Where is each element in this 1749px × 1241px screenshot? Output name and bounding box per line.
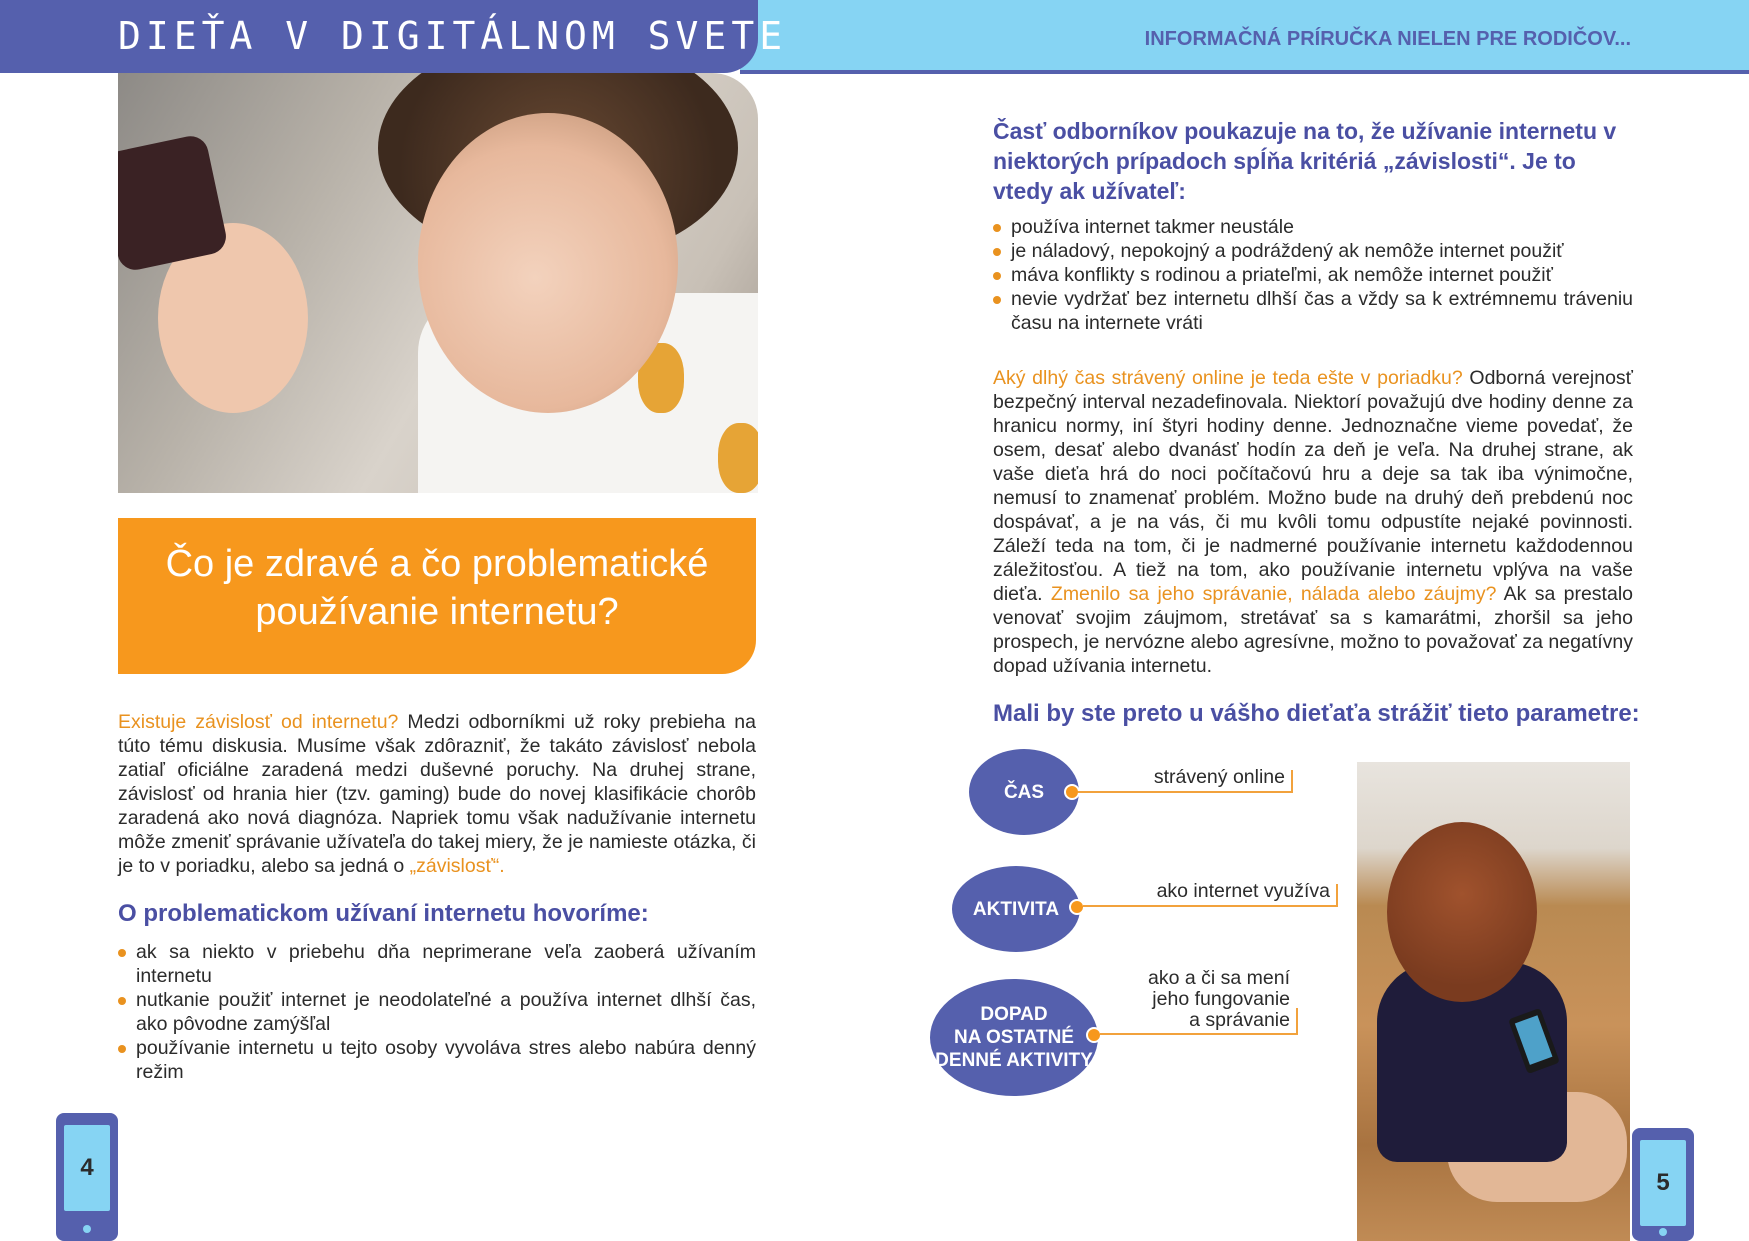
- param-impact-desc-line: a správanie: [1189, 1009, 1290, 1031]
- left-subheading: O problematickom užívaní internetu hovoríme:: [118, 900, 649, 927]
- param-impact-ellipse: [930, 979, 1098, 1096]
- parameters-heading: Mali by ste preto u vášho dieťaťa strážiť tieto parametre:: [993, 700, 1640, 727]
- list-item: máva konflikty s rodinou a priateľmi, ak nemôže internet použiť: [993, 263, 1633, 287]
- list-item: je náladový, nepokojný a podráždený ak nemôže internet použiť: [993, 239, 1633, 263]
- right-bullet-list: [993, 215, 1633, 335]
- left-bullet-list: [118, 940, 756, 1084]
- right-para-lead: Aký dlhý čas strávený online je teda ešte v poriadku?: [993, 367, 1463, 389]
- right-paragraph: [993, 366, 1633, 678]
- phone-button-shape: [83, 1225, 91, 1233]
- photo-head-shape: [1387, 822, 1537, 1002]
- page-number-left: [56, 1113, 118, 1241]
- photo-pattern-spot: [718, 423, 758, 493]
- param-activity-label: AKTIVITA: [972, 898, 1060, 920]
- param-impact-desc-line: jeho fungovanie: [1152, 988, 1290, 1010]
- page-number-right: [1632, 1128, 1694, 1241]
- param-impact-label-line: NA OSTATNÉ: [954, 1027, 1074, 1048]
- param-impact-desc: [1100, 968, 1290, 1031]
- girl-sitting-floor-photo: [1357, 762, 1630, 1241]
- connector-line: [1296, 1008, 1298, 1035]
- page-number-label: 5: [1656, 1169, 1670, 1196]
- connector-line: [1083, 905, 1338, 907]
- girl-with-phone-photo: [118, 73, 758, 493]
- list-item: používanie internetu u tejto osoby vyvoláva stres alebo nabúra denný režim: [118, 1036, 756, 1084]
- connector-line: [1100, 1033, 1298, 1035]
- param-activity-ellipse: [952, 866, 1080, 952]
- publication-title: DIEŤA V DIGITÁLNOM SVETE: [118, 14, 788, 58]
- list-item: používa internet takmer neustále: [993, 215, 1633, 239]
- connector-line: [1078, 791, 1293, 793]
- connector-line: [1336, 884, 1338, 907]
- list-item: ak sa niekto v priebehu dňa neprimerane veľa zaoberá užívaním internetu: [118, 940, 756, 988]
- right-para-mid: Zmenilo sa jeho správanie, nálada alebo záujmy?: [1050, 583, 1497, 605]
- list-item: nevie vydržať bez internetu dlhší čas a vždy sa k extrémnemu tráveniu času na internete vráti: [993, 287, 1633, 335]
- list-item: nutkanie použiť internet je neodolateľné a používa internet dlhší čas, ako pôvodne zamýšľal: [118, 988, 756, 1036]
- param-impact-label-line: DENNÉ AKTIVITY: [935, 1050, 1093, 1071]
- connector-line: [1291, 770, 1293, 793]
- param-time-label: ČAS: [1003, 781, 1045, 803]
- photo-face-shape: [418, 113, 678, 413]
- right-para-body2: Ak sa prestalo venovať svojim záujmom, stretávať sa s kamarátmi, zhoršil sa jeho prospech, je nervózne alebo agresívne, možno to považovať za negatívny dopad užívania internetu.: [993, 583, 1633, 677]
- param-impact-desc-line: ako a či sa mení: [1148, 967, 1290, 989]
- phone-button-shape: [1659, 1228, 1667, 1236]
- connector-dot: [1069, 899, 1085, 915]
- param-time-desc: strávený online: [1153, 766, 1285, 788]
- left-para-lead: Existuje závislosť od internetu?: [118, 711, 399, 733]
- left-para-tail: „závislosť“.: [409, 855, 505, 877]
- left-para-body: Medzi odborníkmi už roky prebieha na túto tému diskusia. Musíme však zdôrazniť, že takáto závislosť nebola zatiaľ oficiálne zaradená medzi duševné poruchy. Na druhej strane, závislosť od hrania hier (tzv. gaming) bude do novej klasifikácie chorôb zaradená ako nová diagnóza. Napriek tomu však nadužívanie internetu môže zmeniť správanie užívateľa do takej miery, že je namieste otázka, či je to v poriadku, alebo sa jedná o: [118, 711, 756, 877]
- param-activity-desc: ako internet využíva: [1156, 880, 1330, 902]
- photo-phone-shape: [118, 133, 229, 273]
- param-time-ellipse: [969, 749, 1079, 835]
- section-heading-title: Čo je zdravé a čo problematické používanie internetu?: [165, 543, 709, 633]
- param-impact-label-line: DOPAD: [980, 1004, 1048, 1025]
- right-para-body1: Odborná verejnosť bezpečný interval nezadefinovala. Niektorí považujú dve hodiny denne za hranicu normy, iní štyri hodiny denne. Jednoznačne vieme povedať, že osem, desať alebo dvanásť hodín za deň je veľa. Na druhej strane, ak vaše dieťa hrá do noci počítačovú hru a deje sa tak iba výnimočne, nemusí to znamenať problém. Možno bude na druhý deň prebdenú noc dospávať, a je na vás, či mu kvôli tomu odpustíte nejaké povinnosti. Záleží teda na tom, či je nadmerné používanie internetu každodennou záležitosťou. A tiež na tom, ako používanie internetu vplýva na vaše dieťa.: [993, 367, 1633, 605]
- page-number-label: 4: [80, 1154, 94, 1181]
- publication-subtitle: INFORMAČNÁ PRÍRUČKA NIELEN PRE RODIČOV...: [1144, 28, 1631, 50]
- left-intro-paragraph: [118, 710, 756, 878]
- right-heading: Časť odborníkov poukazuje na to, že užívanie internetu v niektorých prípadoch spĺňa kritériá „závislosti“. Je to vtedy ak užívateľ:: [993, 118, 1617, 204]
